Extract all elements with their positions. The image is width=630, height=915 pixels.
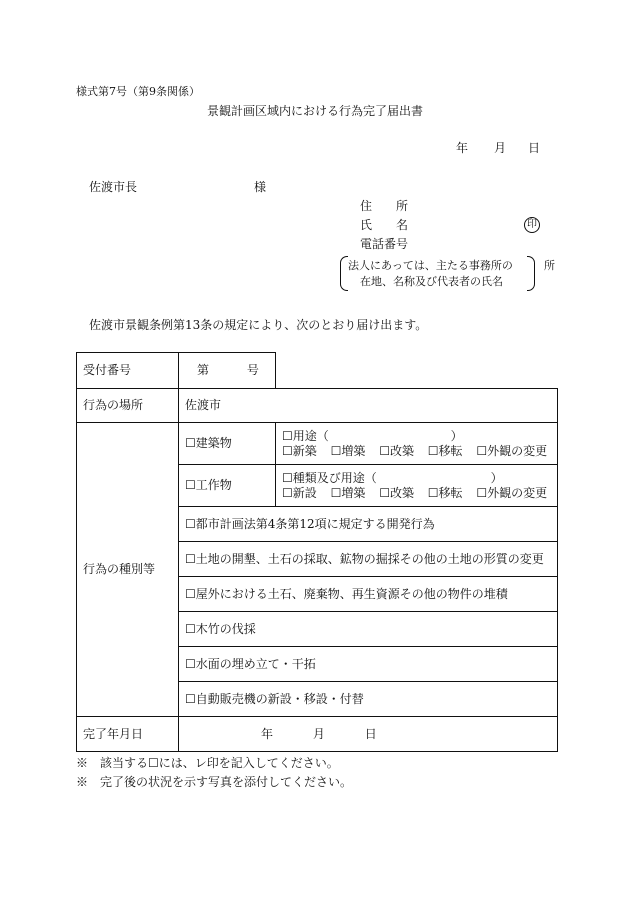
receipt-dai: 第 <box>197 363 210 377</box>
receipt-go: 号 <box>246 363 259 377</box>
building-row <box>77 423 558 465</box>
type-label: 行為の種別等 <box>77 423 179 717</box>
building-opt-relocate[interactable]: ☐移転 <box>427 443 463 458</box>
date-year-label: 年 <box>456 141 469 155</box>
form-number: 様式第7号（第9条関係） <box>76 85 200 98</box>
date-month-label: 月 <box>494 141 507 155</box>
place-label: 行為の場所 <box>77 389 179 423</box>
structure-checkbox[interactable]: ☐工作物 <box>179 465 276 507</box>
type-option-reclamation[interactable]: ☐水面の埋め立て・干拓 <box>179 647 558 682</box>
building-opt-exterior[interactable]: ☐外観の変更 <box>476 443 548 458</box>
page-title: 景観計画区域内における行為完了届出書 <box>207 104 424 118</box>
address-label: 住 所 <box>360 199 409 213</box>
structure-opt-new[interactable]: ☐新設 <box>282 485 317 500</box>
structure-opt-relocate[interactable]: ☐移転 <box>427 485 463 500</box>
type-option-vending-machine[interactable]: ☐自動販売機の新設・移設・付替 <box>179 682 558 717</box>
completion-day: 日 <box>364 726 377 741</box>
building-checkbox[interactable]: ☐建築物 <box>179 423 276 465</box>
receipt-blank <box>276 353 558 389</box>
name-label: 氏 名 <box>360 218 409 232</box>
type-option-development[interactable]: ☐都市計画法第4条第12項に規定する開発行為 <box>179 507 558 542</box>
notification-form-table <box>76 352 558 752</box>
type-option-outdoor-storage[interactable]: ☐屋外における土石、廃棄物、再生資源その他の物件の堆積 <box>179 577 558 612</box>
receipt-row <box>77 353 558 389</box>
building-opt-extend[interactable]: ☐増築 <box>330 443 366 458</box>
left-brace <box>340 256 348 291</box>
addressee-honorific: 様 <box>254 180 267 194</box>
addressee-name: 佐渡市長 <box>89 180 138 194</box>
building-use-checkbox[interactable]: ☐用途（ <box>282 428 329 443</box>
structure-opt-extend[interactable]: ☐増築 <box>330 485 366 500</box>
structure-opt-rebuild[interactable]: ☐改築 <box>379 485 414 500</box>
structure-use-close: ） <box>490 470 503 485</box>
completion-month: 月 <box>312 726 325 741</box>
seal-mark: 印 <box>524 217 540 233</box>
completion-row <box>77 717 558 752</box>
building-use-close: ） <box>450 428 463 443</box>
receipt-number-cell[interactable] <box>179 353 276 389</box>
building-opt-rebuild[interactable]: ☐改築 <box>379 443 414 458</box>
type-option-land-change[interactable]: ☐土地の開墾、土石の採取、鉱物の掘採その他の土地の形質の変更 <box>179 542 558 577</box>
receipt-label: 受付番号 <box>77 353 179 389</box>
completion-date-cell[interactable] <box>179 717 558 752</box>
type-option-tree-felling[interactable]: ☐木竹の伐採 <box>179 612 558 647</box>
date-day-label: 日 <box>528 141 541 155</box>
corp-note-line1: 法人にあっては、主たる事務所の <box>348 259 513 272</box>
completion-year: 年 <box>261 726 274 741</box>
place-value[interactable]: 佐渡市 <box>179 389 558 423</box>
place-row <box>77 389 558 423</box>
structure-details <box>276 465 558 507</box>
completion-label: 完了年月日 <box>77 717 179 752</box>
building-opt-new[interactable]: ☐新築 <box>282 443 317 458</box>
corp-note-line2: 在地、名称及び代表者の氏名 <box>360 275 503 288</box>
intro-text: 佐渡市景観条例第13条の規定により、次のとおり届け出ます。 <box>89 318 428 332</box>
right-brace <box>527 256 535 291</box>
corp-note-suffix: 所 <box>544 259 555 272</box>
note-checkmark: ※ 該当する☐には、レ印を記入してください。 <box>76 756 339 770</box>
structure-use-checkbox[interactable]: ☐種類及び用途（ <box>282 470 377 485</box>
building-details <box>276 423 558 465</box>
structure-opt-exterior[interactable]: ☐外観の変更 <box>476 485 548 500</box>
note-photo: ※ 完了後の状況を示す写真を添付してください。 <box>76 775 353 789</box>
phone-label: 電話番号 <box>360 237 409 251</box>
